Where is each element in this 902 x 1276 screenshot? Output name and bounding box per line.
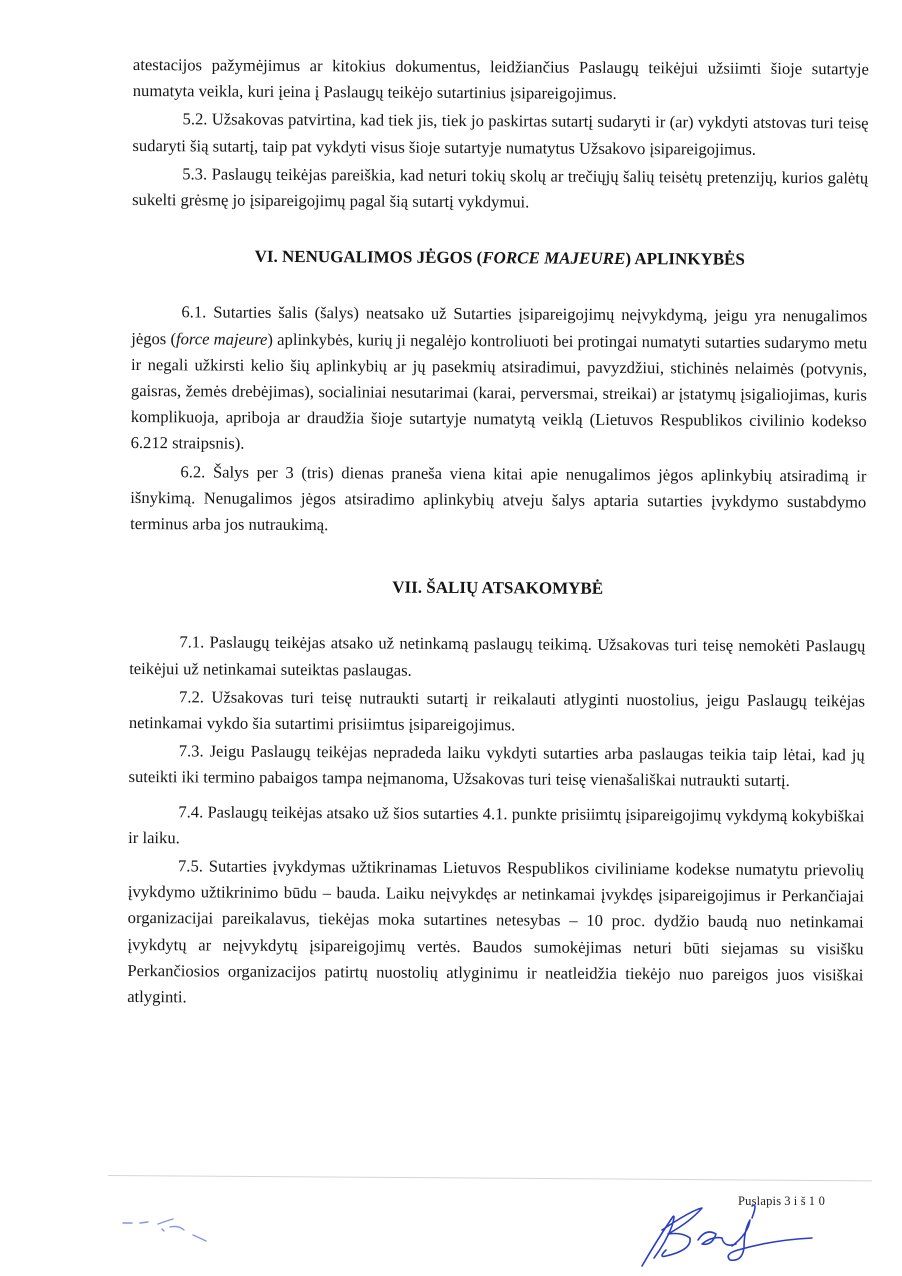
heading-italic-text: FORCE MAJEURE <box>482 248 626 269</box>
paragraph-6-1 <box>131 299 868 461</box>
section-7-heading: VII. ŠALIŲ ATSAKOMYBĖ <box>392 577 604 599</box>
page-label: Puslapis <box>738 1194 782 1208</box>
paragraph-5-2: 5.2. Užsakovas patvirtina, kad tiek jis, tiek jo paskirtas sutartį sudaryti ir (ar) vykdyti atstovas turi teisę sudaryti šią sutartį, taip pat vykdyti visus šioje sutartyje numatytus Užsakovo įsipareigojimus. <box>132 109 869 159</box>
page-current: 3 <box>784 1194 791 1208</box>
paragraph-7-3: 7.3. Jeigu Paslaugų teikėjas nepradeda laiku vykdyti sutarties arba paslaugas teikia taip lėtai, kad jų suteikti iki termino pabaigos tampa neįmanoma, Užsakovas turi teisę vienašališkai nutraukti sutartį. <box>128 741 865 791</box>
handwritten-signature-icon <box>632 1200 852 1270</box>
page-total: 1 0 <box>808 1194 826 1208</box>
paragraph-5-3: 5.3. Paslaugų teikėjas pareiškia, kad neturi tokių skolų ar trečiųjų šalių teisėtų pretenzijų, kurios galėtų sukelti grėsmę jo įsipareigojimų pagal šią sutartį vykdymui. <box>132 164 869 212</box>
page-of: i š <box>793 1194 806 1208</box>
heading-text: VI. NENUGALIMOS JĖGOS ( <box>254 246 483 268</box>
paragraph-5-1-continuation: atestacijos pažymėjimus ar kitokius dokumentus, leidžiančius Paslaugų teikėjui užsiimti šioje sutartyje numatyta veikla, kuri įeina į Paslaugų teikėjo sutartinius įsipareigojimus. <box>132 54 869 104</box>
faint-ink-marks-icon <box>118 1205 258 1245</box>
paragraph-7-4: 7.4. Paslaugų teikėjas atsako už šios sutarties 4.1. punkte prisiimtų įsipareigojimų vykdymą kokybiškai ir laiku. <box>128 801 865 848</box>
paragraph-6-2: 6.2. Šalys per 3 (tris) dienas praneša viena kitai apie nenugalimos jėgos aplinkybių atsiradimą ir išnykimą. Nenugalimos jėgos atsiradimo aplinkybių atveju šalys aptaria sutarties įvykdymo sustabdymo terminus arba jos nutraukimą. <box>130 461 867 535</box>
section-6-heading <box>132 243 868 274</box>
paragraph-text: ) aplinkybės, kurių ji negalėjo kontroliuoti bei protingai numatyti sutarties sudarymo metu ir negali užkirsti kelio šių aplinkybių ar jų pasekmių atsiradimui, pavyzdžiui, stichinės nelaimės (potvynis, gaisras, žemės drebėjimas), socialiniai nesutarimai (karai, perversmai, streikai) ar įstatymų įsigaliojimas, kuris komplikuoja, apriboja ar draudžia šioje sutartyje numatytą veiklą (Lietuvos Respublikos civilinio kodekso 6.212 straipsnis). <box>130 329 868 454</box>
heading-text: ) APLINKYBĖS <box>625 249 745 269</box>
footer-divider <box>108 1175 872 1181</box>
paragraph-italic-text: force majeure <box>175 328 268 349</box>
document-body <box>127 52 869 1015</box>
paragraph-7-1: 7.1. Paslaugų teikėjas atsako už netinkamą paslaugų teikimą. Užsakovas turi teisę nemokėti Paslaugų teikėjui už netinkamai suteiktas paslaugas. <box>129 632 866 680</box>
paragraph-7-2: 7.2. Užsakovas turi teisę nutraukti sutartį ir reikalauti atlyginti nuostolius, jeigu Paslaugų teikėjas netinkamai vykdo šia sutartimi prisiimtus įsipareigojimus. <box>128 687 866 735</box>
paragraph-text: 6.1. Sutarties šalis (šalys) neatsako už Sutarties įsipareigojimų neįvykdymą, jeigu yra nenugalimos jėgos ( <box>131 302 868 348</box>
paragraph-7-5: 7.5. Sutarties įvykdymas užtikrinamas Lietuvos Respublikos civiliniame kodekse numatytu prievolių įvykdymo užtikrinimo būdu – bauda. Laiku neįvykdęs ar netinkamai įvykdęs įsipareigojimus ir Perkančiajai organizacijai pareikalavus, tiekėjas moka sutartines netesybas – 10 proc. dydžio baudą nuo netinkamai įvykdytų ar neįvykdytų įsipareigojimų vertės. Baudos sumokėjimas neturi būti siejamas su visišku Perkančiosios organizacijos patirtų nuostolių atlyginimu ir neatleidžia tiekėjo nuo pareigos juos visiškai atlyginti. <box>127 856 865 1007</box>
